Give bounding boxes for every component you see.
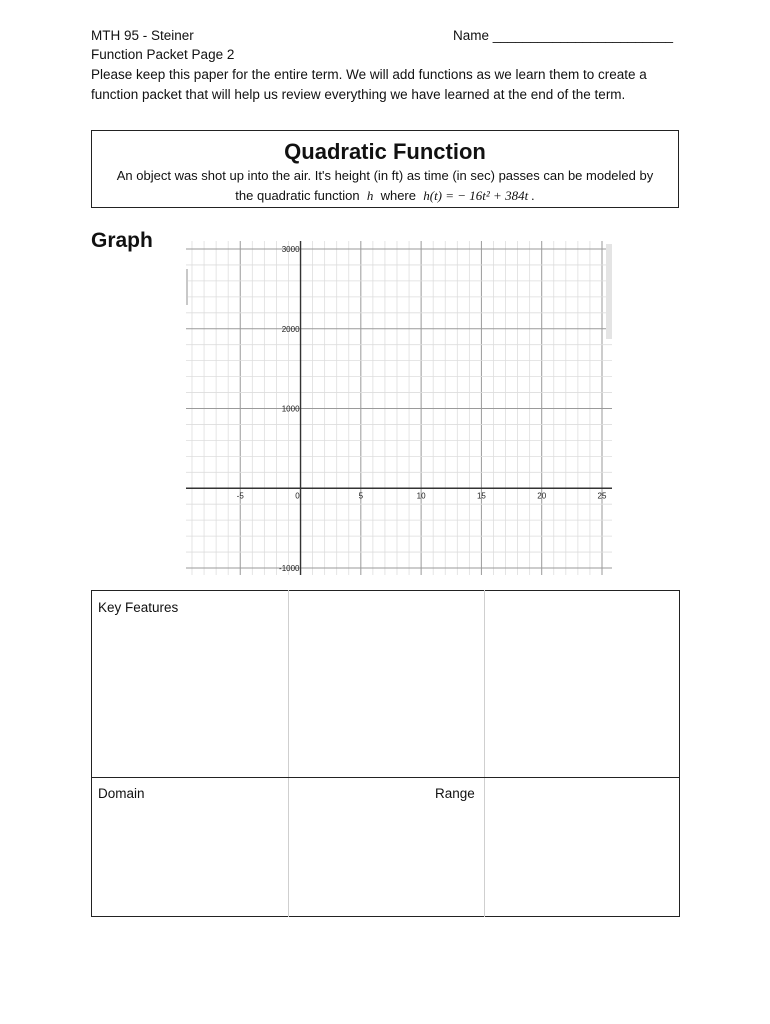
packet-page: Function Packet Page 2 xyxy=(91,47,235,62)
function-name: h xyxy=(366,188,374,203)
y-tick-label: 2000 xyxy=(281,324,300,334)
function-description-line2 xyxy=(92,187,678,205)
function-equation: h(t) = − 16t² + 384t . xyxy=(423,188,535,203)
x-tick-label: 0 xyxy=(295,491,300,501)
column-divider-2 xyxy=(484,590,485,917)
y-tick-label: 3000 xyxy=(281,245,300,254)
desc-prefix: the quadratic function xyxy=(235,188,360,203)
y-tick-label: 1000 xyxy=(281,404,300,414)
key-features-label: Key Features xyxy=(98,600,179,615)
features-box xyxy=(91,590,680,917)
graph-left-marker xyxy=(186,269,188,305)
x-tick-label: 15 xyxy=(476,491,486,501)
domain-label: Domain xyxy=(98,786,145,801)
function-description: An object was shot up into the air. It's height (in ft) as time (in sec) passes can be modeled by xyxy=(116,168,654,183)
x-tick-label: 20 xyxy=(537,491,547,501)
name-field: Name ________________________ xyxy=(453,28,673,43)
function-box xyxy=(91,130,679,208)
x-tick-label: 5 xyxy=(358,491,364,501)
x-tick-label: 25 xyxy=(597,491,607,501)
graph-scrollbar[interactable] xyxy=(606,244,612,339)
x-tick-label: 10 xyxy=(416,491,426,501)
row-divider xyxy=(92,777,679,778)
intro-text: Please keep this paper for the entire term. We will add functions as we learn them to create a function packet that will help us review everything we have learned at the end of the term. xyxy=(91,67,647,102)
column-divider-1 xyxy=(288,590,289,917)
range-label: Range xyxy=(435,786,475,801)
coordinate-graph xyxy=(186,241,614,575)
x-tick-label: -5 xyxy=(236,491,244,501)
y-tick-label: -1000 xyxy=(279,564,300,573)
course-title: MTH 95 - Steiner xyxy=(91,28,194,43)
graph-heading: Graph xyxy=(91,229,153,252)
desc-where: where xyxy=(380,188,416,203)
function-title: Quadratic Function xyxy=(284,139,486,164)
